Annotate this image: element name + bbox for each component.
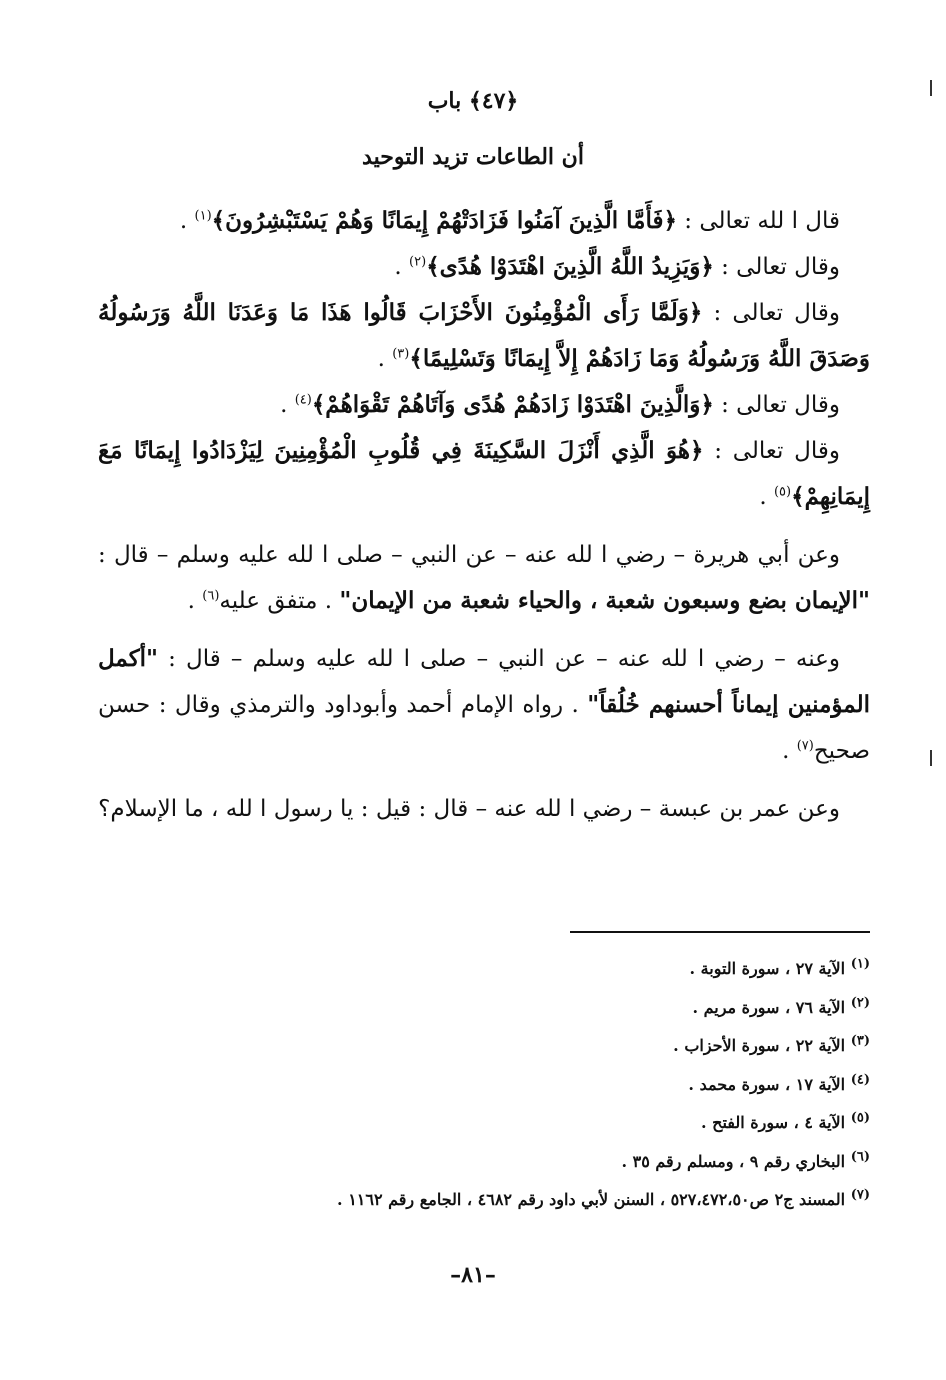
footnote: $^{(٦)}$ البخاري رقم ٩ ، ومسلم رقم ٣٥ . xyxy=(621,1149,870,1171)
page-number: –٨١– xyxy=(450,1262,496,1288)
quran-quote: ﴿وَلَمَّا رَأَى الْمُؤْمِنُونَ الأَحْزَابَ قَالُوا هَذَا مَا وَعَدَنَا اللَّهُ وَرَسُولُهُ وَصَدَقَ اللَّهُ وَرَسُولُهُ وَمَا زَادَهُمْ إِلاَّ إِيمَانًا وَتَسْلِيمًا﴾ xyxy=(98,299,870,372)
footnotes xyxy=(220,950,870,1220)
footnote: $^{(٣)}$ الآية ٢٢ ، سورة الأحزاب . xyxy=(673,1033,870,1055)
footnote: $^{(٢)}$ الآية ٧٦ ، سورة مريم . xyxy=(692,995,870,1017)
footnote-ref: (٦) xyxy=(202,588,220,604)
paragraph: وعنه – رضي ا لله عنه – عن النبي – صلى ا لله عليه وسلم – قال : "أكمل المؤمنين إيماناً أحسنهم خُلُقاً" . رواه الإمام أحمد وأبوداود والترمذي وقال : حسن صحيح$^{(٧)}$ . xyxy=(98,645,870,764)
footnote-ref: (٣) xyxy=(392,346,410,362)
paragraph: قال ا لله تعالى : ﴿فَأَمَّا الَّذِينَ آمَنُوا فَزَادَتْهُمْ إِيمَانًا وَهُمْ يَسْتَبْشِرُونَ﴾$^{(١)}$ . xyxy=(179,207,840,234)
paragraph: وعن أبي هريرة – رضي ا لله عنه – عن النبي – صلى ا لله عليه وسلم – قال : "الإيمان بضع وسبعون شعبة ، والحياء شعبة من الإيمان" . متفق عليه$^{(٦)}$ . xyxy=(98,542,870,614)
scan-margin-mark xyxy=(930,80,932,96)
footnote-divider xyxy=(570,931,870,933)
scan-margin-mark xyxy=(930,750,932,766)
footnote: $^{(٧)}$ المسند ج٢ ص٥٢٧،٤٧٢،٥٠ ، السنن لأبي داود رقم ٤٦٨٢ ، الجامع رقم ١١٦٢ . xyxy=(337,1187,870,1209)
chapter-subtitle: أن الطاعات تزيد التوحيد xyxy=(362,144,584,170)
quran-quote: ﴿هُوَ الَّذِي أَنْزَلَ السَّكِينَةَ فِي قُلُوبِ الْمُؤْمِنِينَ لِيَزْدَادُوا إِيمَانًا مَعَ إِيمَانِهِمْ﴾ xyxy=(98,437,870,510)
paragraph: وقال تعالى : ﴿وَالَّذِينَ اهْتَدَوْا زَادَهُمْ هُدًى وَآتَاهُمْ تَقْوَاهُمْ﴾$^{(٤)}$ . xyxy=(280,391,840,418)
chapter-title: ﴿٤٧﴾ باب xyxy=(427,88,519,114)
paragraph: وقال تعالى : ﴿وَيَزِيدُ اللَّهُ الَّذِينَ اهْتَدَوْا هُدًى﴾$^{(٢)}$ . xyxy=(394,253,840,280)
quran-quote: ﴿وَيَزِيدُ اللَّهُ الَّذِينَ اهْتَدَوْا هُدًى﴾ xyxy=(426,253,714,280)
hadith-quote: "الإيمان بضع وسبعون شعبة ، والحياء شعبة من الإيمان" xyxy=(339,587,870,614)
paragraph: وعن عمر بن عبسة – رضي ا لله عنه – قال : قيل : يا رسول ا لله ، ما الإسلام؟ xyxy=(98,796,840,822)
paragraph: وقال تعالى : ﴿وَلَمَّا رَأَى الْمُؤْمِنُونَ الأَحْزَابَ قَالُوا هَذَا مَا وَعَدَنَا اللَّهُ وَرَسُولُهُ وَصَدَقَ اللَّهُ وَرَسُولُهُ وَمَا زَادَهُمْ إِلاَّ إِيمَانًا وَتَسْلِيمًا﴾$^{(٣)}$ . xyxy=(98,299,870,372)
footnote: $^{(٤)}$ الآية ١٧ ، سورة محمد . xyxy=(688,1072,870,1094)
footnote-ref: (٥) xyxy=(773,484,792,500)
footnote-ref: (٢) xyxy=(409,254,427,270)
body-text xyxy=(98,198,870,832)
footnote: $^{(٥)}$ الآية ٤ ، سورة الفتح . xyxy=(700,1110,870,1132)
footnote-ref: (٤) xyxy=(294,392,312,408)
paragraph: وقال تعالى : ﴿هُوَ الَّذِي أَنْزَلَ السَّكِينَةَ فِي قُلُوبِ الْمُؤْمِنِينَ لِيَزْدَادُوا إِيمَانًا مَعَ إِيمَانِهِمْ﴾$^{(٥)}$ . xyxy=(98,437,870,510)
footnote-ref: (٧) xyxy=(796,738,814,754)
quran-quote: ﴿فَأَمَّا الَّذِينَ آمَنُوا فَزَادَتْهُمْ إِيمَانًا وَهُمْ يَسْتَبْشِرُونَ﴾ xyxy=(211,207,677,234)
footnote: $^{(١)}$ الآية ٢٧ ، سورة التوبة . xyxy=(689,956,870,978)
hadith-quote: "أكمل المؤمنين إيماناً أحسنهم خُلُقاً" xyxy=(98,645,870,718)
footnote-ref: (١) xyxy=(194,208,212,224)
quran-quote: ﴿وَالَّذِينَ اهْتَدَوْا زَادَهُمْ هُدًى وَآتَاهُمْ تَقْوَاهُمْ﴾ xyxy=(311,391,714,418)
